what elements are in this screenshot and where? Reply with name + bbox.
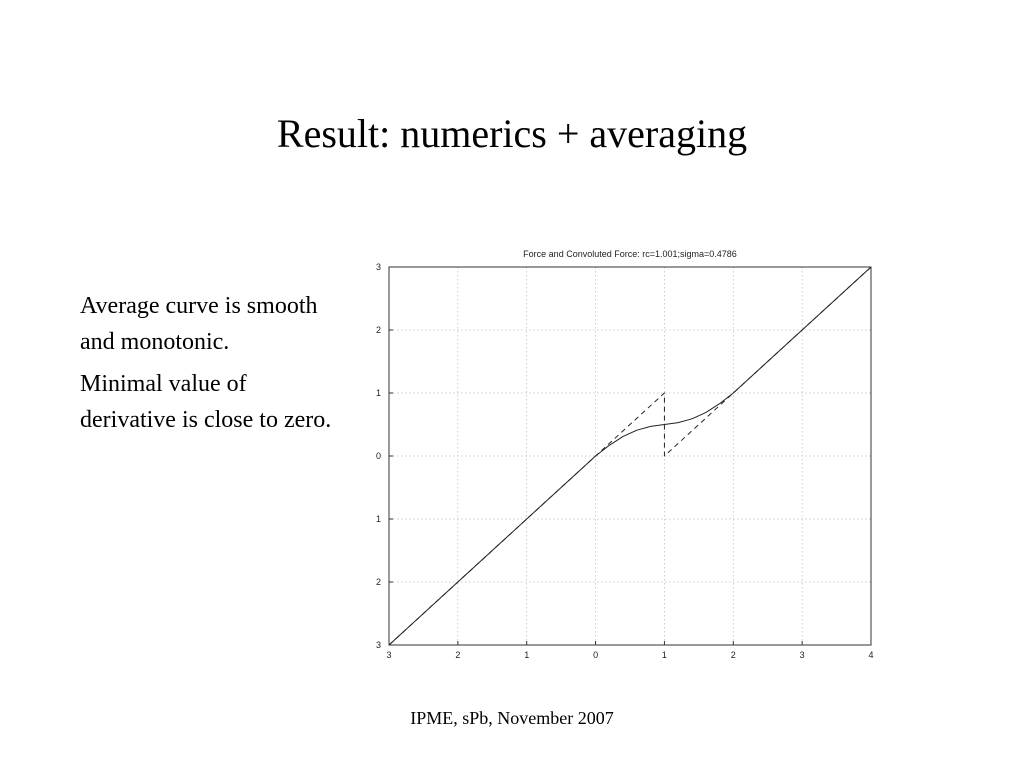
x-tick-label: 1 <box>661 650 667 660</box>
x-tick-label: 2 <box>455 650 461 660</box>
slide-title: Result: numerics + averaging <box>276 111 748 156</box>
tick-layer <box>376 262 874 660</box>
paragraph-minimal-value: Minimal value of derivative is close to zero. <box>80 371 332 433</box>
x-tick-label: 3 <box>386 650 392 660</box>
x-tick-label: 2 <box>730 650 736 660</box>
footer-text: IPME, sPb, November 2007 <box>410 708 614 728</box>
paragraph-average-curve: Average curve is smooth and monotonic. <box>80 293 318 355</box>
y-tick-label: 1 <box>375 514 381 524</box>
y-tick-label: 2 <box>375 325 381 335</box>
x-tick-label: 4 <box>868 650 874 660</box>
y-tick-label: 1 <box>375 388 381 398</box>
bullet-text <box>80 288 340 444</box>
x-tick-label: 3 <box>799 650 805 660</box>
force-chart <box>360 240 890 664</box>
y-tick-label: 3 <box>375 262 381 272</box>
chart-svg <box>360 240 890 664</box>
y-tick-label: 3 <box>375 640 381 650</box>
grid-layer <box>389 267 871 645</box>
chart-title: Force and Convoluted Force: rc=1.001;sigma=0.4786 <box>523 249 737 259</box>
y-tick-label: 2 <box>375 577 381 587</box>
x-tick-label: 1 <box>524 650 530 660</box>
x-tick-label: 0 <box>593 650 599 660</box>
y-tick-label: 0 <box>375 451 381 461</box>
